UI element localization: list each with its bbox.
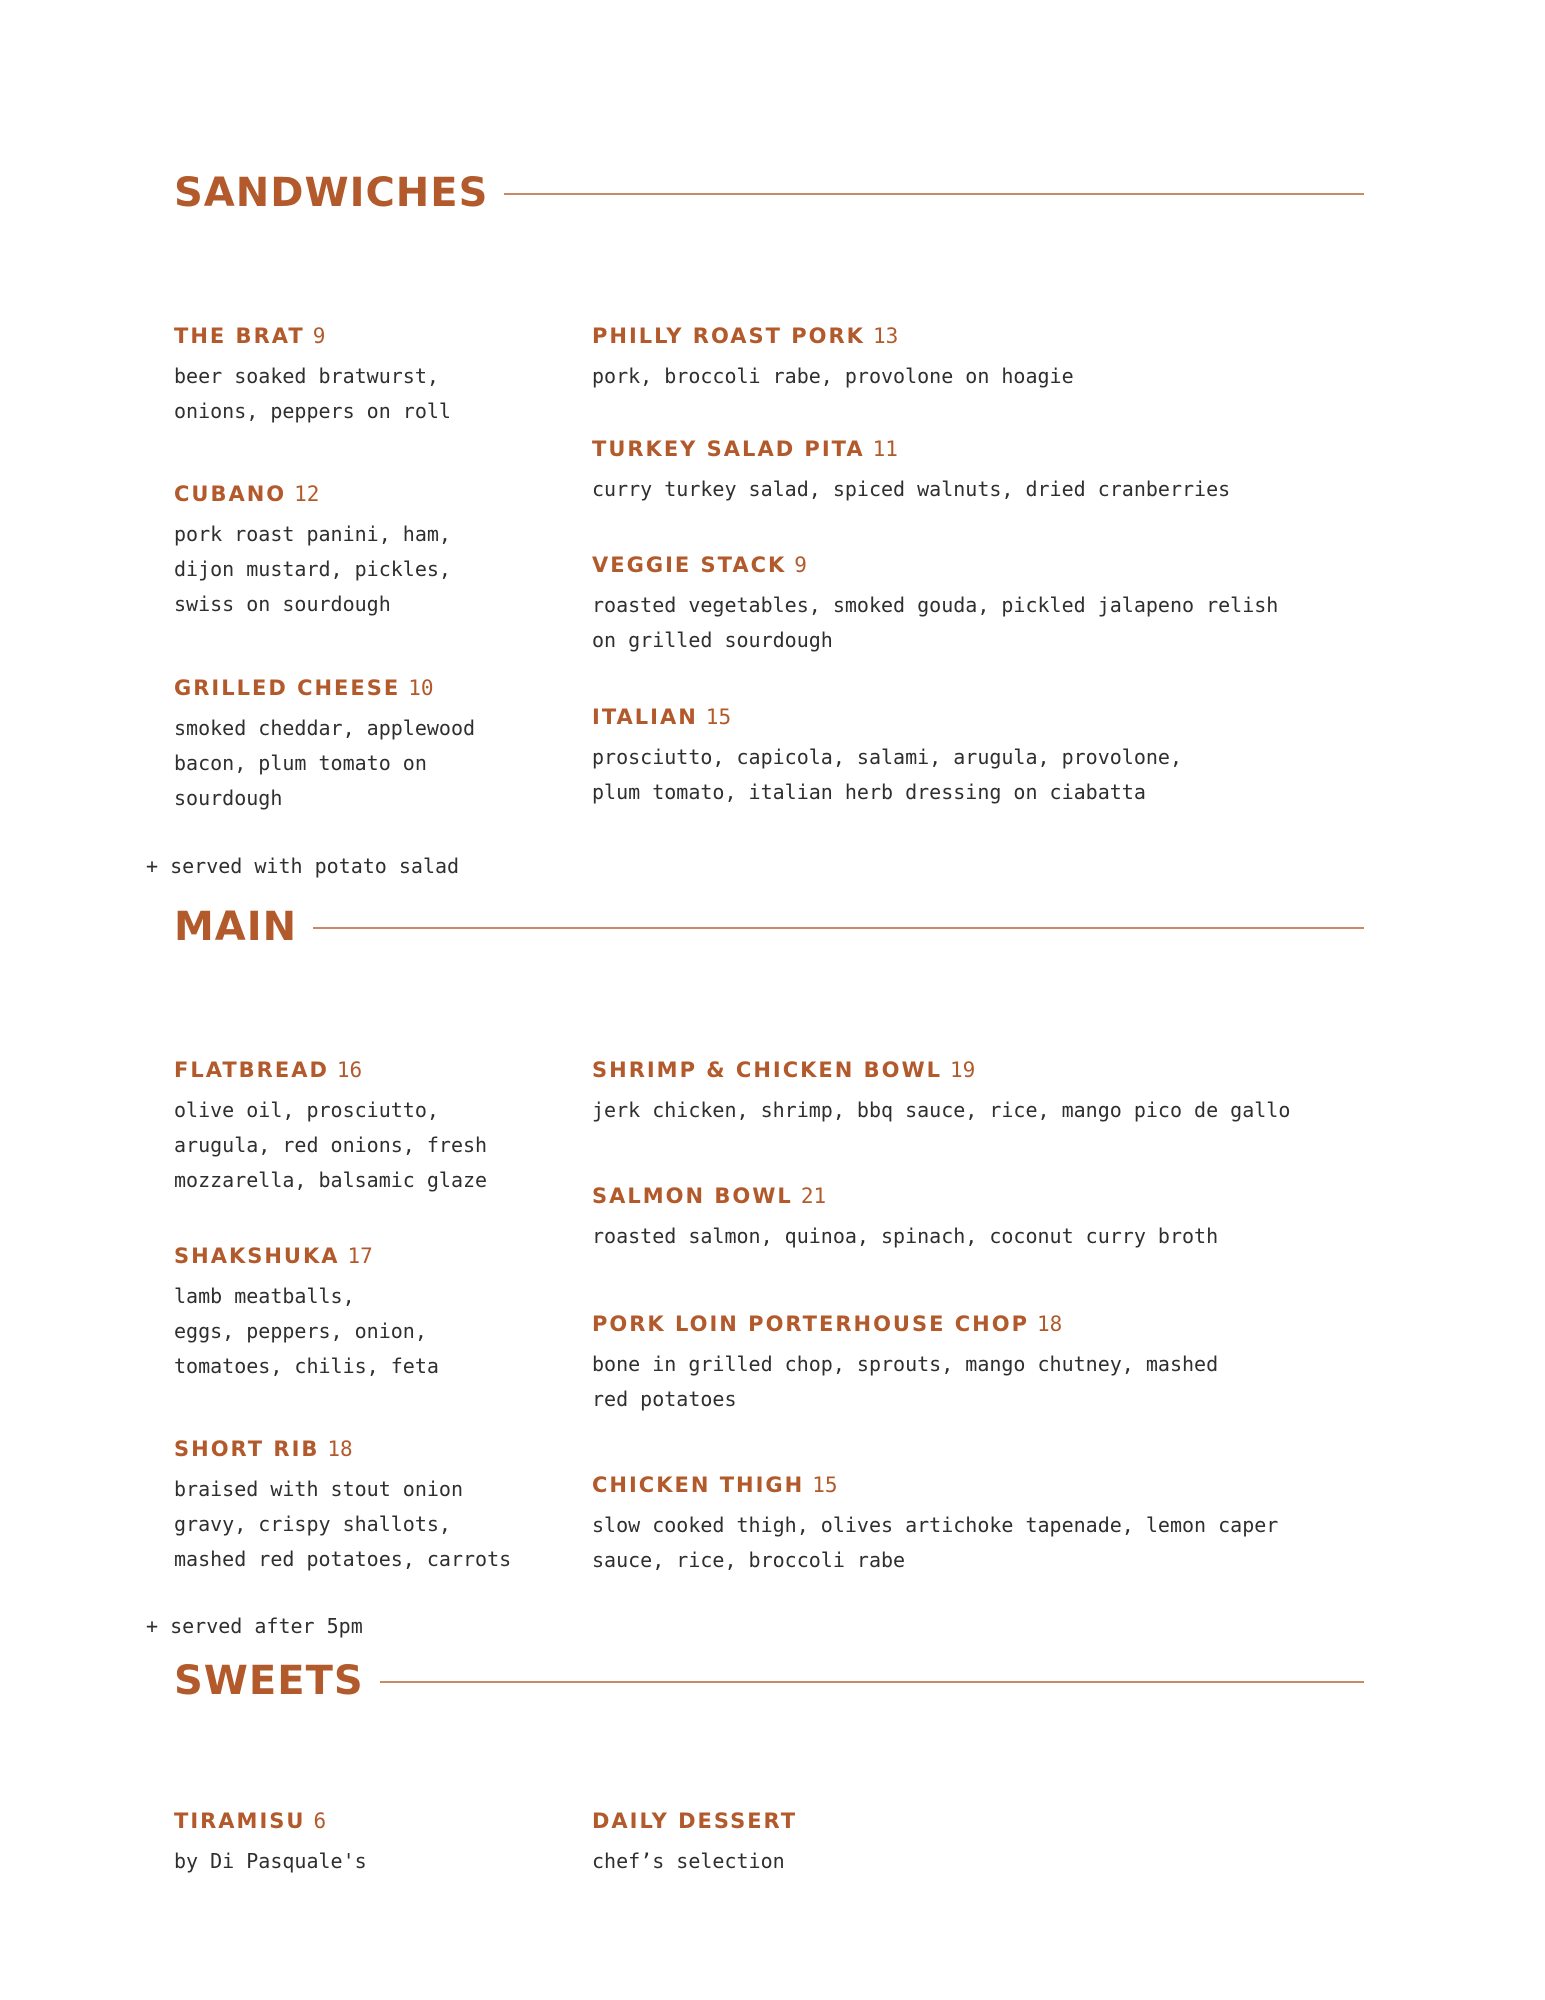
section-title: SWEETS <box>174 1658 380 1704</box>
menu-item-price: 12 <box>294 482 320 506</box>
menu-item-description: by Di Pasquale's <box>174 1849 367 1873</box>
menu-item <box>592 436 1372 507</box>
menu-item-name: PHILLY ROAST PORK <box>592 324 865 348</box>
menu-item-title <box>174 1808 574 1834</box>
menu-item <box>174 1057 574 1198</box>
menu-item-price: 13 <box>872 324 899 348</box>
menu-item-name: THE BRAT <box>174 324 305 348</box>
menu-item-name: PORK LOIN PORTERHOUSE CHOP <box>592 1312 1029 1336</box>
menu-item-price: 15 <box>812 1473 838 1497</box>
menu-item-title <box>592 1057 1372 1083</box>
menu-item-price: 11 <box>872 437 898 461</box>
menu-item-price: 9 <box>312 324 326 348</box>
section-sandwiches <box>146 170 1364 878</box>
menu-item-price: 9 <box>794 553 807 577</box>
menu-item-title <box>592 1808 1372 1834</box>
menu-item <box>174 1436 574 1577</box>
menu-item-price: 6 <box>313 1809 327 1833</box>
menu-item-title <box>592 436 1372 462</box>
menu-item-title <box>174 1057 574 1083</box>
menu-item-name: CUBANO <box>174 482 287 506</box>
menu-item <box>592 1311 1372 1417</box>
menu-item-title <box>592 552 1372 578</box>
menu-item-description: beer soaked bratwurst, onions, peppers on roll <box>174 364 451 423</box>
menu-item-price: 21 <box>800 1184 827 1208</box>
menu-item <box>592 552 1372 658</box>
section-main <box>146 904 1364 1638</box>
menu-item-name: TURKEY SALAD PITA <box>592 437 865 461</box>
menu-item <box>174 323 574 429</box>
menu-item-title <box>174 323 574 349</box>
section-sweets <box>174 1658 1364 1873</box>
menu-item <box>592 323 1372 394</box>
menu-item-price: 15 <box>705 705 732 729</box>
section-title: SANDWICHES <box>174 170 504 216</box>
menu-item <box>592 1183 1372 1254</box>
menu-item-description: chef’s selection <box>592 1849 785 1873</box>
menu-item-title <box>592 704 1372 730</box>
menu-item-description: prosciutto, capicola, salami, arugula, provolone, plum tomato, italian herb dressing on ciabatta <box>592 745 1183 804</box>
menu-item-name: SHAKSHUKA <box>174 1244 340 1268</box>
menu-item-name: SHORT RIB <box>174 1437 320 1461</box>
menu-item-name: VEGGIE STACK <box>592 553 787 577</box>
section-header <box>174 170 1364 230</box>
menu-item-description: bone in grilled chop, sprouts, mango chutney, mashed red potatoes <box>592 1352 1219 1411</box>
menu-item <box>174 1243 574 1384</box>
menu-item-name: FLATBREAD <box>174 1058 329 1082</box>
menu-item-description: roasted salmon, quinoa, spinach, coconut curry broth <box>592 1224 1219 1248</box>
menu-item-description: braised with stout onion gravy, crispy shallots, mashed red potatoes, carrots <box>174 1477 512 1571</box>
menu-item-title <box>174 1243 574 1269</box>
section-title: MAIN <box>174 904 313 950</box>
menu-item-title <box>592 323 1372 349</box>
menu-item-description: lamb meatballs, eggs, peppers, onion, tomatoes, chilis, feta <box>174 1284 439 1378</box>
menu-item-title <box>174 675 574 701</box>
menu-item <box>592 1057 1372 1128</box>
menu-item-name: DAILY DESSERT <box>592 1809 798 1833</box>
menu-item-name: ITALIAN <box>592 705 698 729</box>
section-header <box>174 904 1364 964</box>
menu-item-price: 10 <box>408 676 434 700</box>
menu-item <box>174 675 574 816</box>
menu-item-name: TIRAMISU <box>174 1809 306 1833</box>
menu-item-description: pork, broccoli rabe, provolone on hoagie <box>592 364 1074 388</box>
section-note: + served with potato salad <box>146 854 460 878</box>
menu-item-name: GRILLED CHEESE <box>174 676 401 700</box>
menu-item <box>174 481 574 622</box>
menu-item-title <box>592 1472 1372 1498</box>
menu-item-title <box>592 1311 1372 1337</box>
menu-item-name: CHICKEN THIGH <box>592 1473 805 1497</box>
menu-item-price: 18 <box>1036 1312 1063 1336</box>
menu-item-title <box>592 1183 1372 1209</box>
menu-item-description: pork roast panini, ham, dijon mustard, pickles, swiss on sourdough <box>174 522 451 616</box>
menu-item-description: smoked cheddar, applewood bacon, plum tomato on sourdough <box>174 716 476 810</box>
menu-item <box>592 1808 1372 1879</box>
menu-item-price: 19 <box>950 1058 976 1082</box>
menu-item-title <box>174 1436 574 1462</box>
menu-item-description: curry turkey salad, spiced walnuts, dried cranberries <box>592 477 1231 501</box>
section-note: + served after 5pm <box>146 1614 363 1638</box>
menu-item-price: 16 <box>336 1058 363 1082</box>
menu-item-price: 17 <box>347 1244 373 1268</box>
menu-item <box>174 1808 574 1879</box>
menu-item <box>592 1472 1372 1578</box>
section-divider <box>174 927 1364 929</box>
menu-item-description: slow cooked thigh, olives artichoke tapenade, lemon caper sauce, rice, broccoli rabe <box>592 1513 1279 1572</box>
menu-item-price: 18 <box>327 1437 353 1461</box>
menu-item-title <box>174 481 574 507</box>
menu-item-description: olive oil, prosciutto, arugula, red onions, fresh mozzarella, balsamic glaze <box>174 1098 488 1192</box>
section-header <box>174 1658 1364 1718</box>
menu-item-name: SALMON BOWL <box>592 1184 793 1208</box>
menu-item-description: jerk chicken, shrimp, bbq sauce, rice, mango pico de gallo <box>592 1098 1291 1122</box>
menu-item-description: roasted vegetables, smoked gouda, pickled jalapeno relish on grilled sourdough <box>592 593 1279 652</box>
menu-item <box>592 704 1372 810</box>
menu-item-name: SHRIMP & CHICKEN BOWL <box>592 1058 943 1082</box>
